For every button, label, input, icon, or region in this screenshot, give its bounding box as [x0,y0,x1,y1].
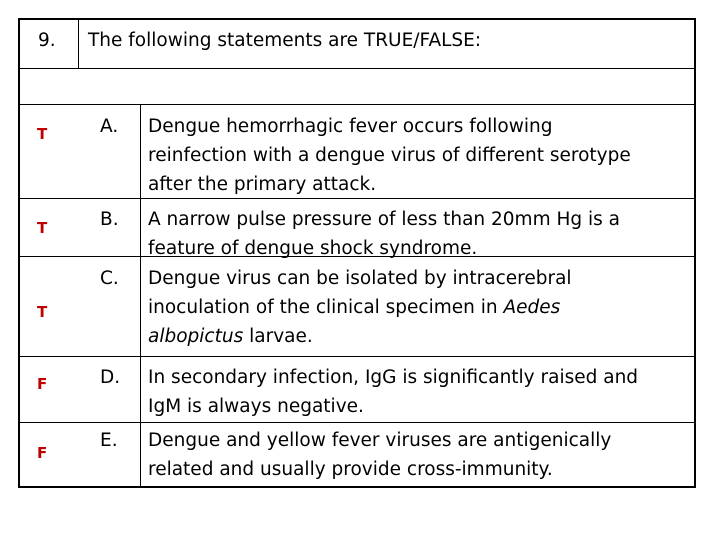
italic-species: albopictus [148,326,244,347]
statement-c [148,264,572,351]
label-a: A. [100,116,119,137]
statement-line [148,293,572,322]
label-b: B. [100,209,119,230]
answer-e: F [37,444,48,462]
statement-line: after the primary attack. [148,174,377,195]
statement-e [148,426,611,484]
statement-line: related and usually provide cross-immunity. [148,459,553,480]
statement-a [148,112,631,199]
label-e: E. [100,430,118,451]
spacer-divider [20,104,694,105]
row-divider [20,422,694,423]
answer-a: T [37,125,48,143]
italic-species: Aedes [503,297,561,318]
row-divider [20,356,694,357]
question-heading: The following statements are TRUE/FALSE: [88,30,482,51]
statement-b [148,205,620,263]
statement-line [148,322,572,351]
answer-d: F [37,375,48,393]
label-c: C. [100,268,119,289]
statement-line: In secondary infection, IgG is significantly raised and [148,367,639,388]
statement-line: feature of dengue shock syndrome. [148,238,478,259]
answer-b: T [37,219,48,237]
quiz-table [18,18,696,488]
label-d: D. [100,367,121,388]
statement-line: IgM is always negative. [148,396,364,417]
header-divider [20,68,694,69]
statement-line: Dengue and yellow fever viruses are antigenically [148,430,612,451]
statement-d [148,363,638,421]
statement-line: A narrow pulse pressure of less than 20mm Hg is a [148,209,621,230]
statement-column-divider [140,104,141,486]
statement-text: larvae. [249,326,313,347]
statement-line: Dengue hemorrhagic fever occurs following [148,116,553,137]
question-number: 9. [38,30,56,51]
statement-line: reinfection with a dengue virus of different serotype [148,145,631,166]
statement-text: inoculation of the clinical specimen in [148,297,498,318]
header-column-divider [78,20,79,68]
statement-line: Dengue virus can be isolated by intracerebral [148,268,572,289]
answer-c: T [37,303,48,321]
